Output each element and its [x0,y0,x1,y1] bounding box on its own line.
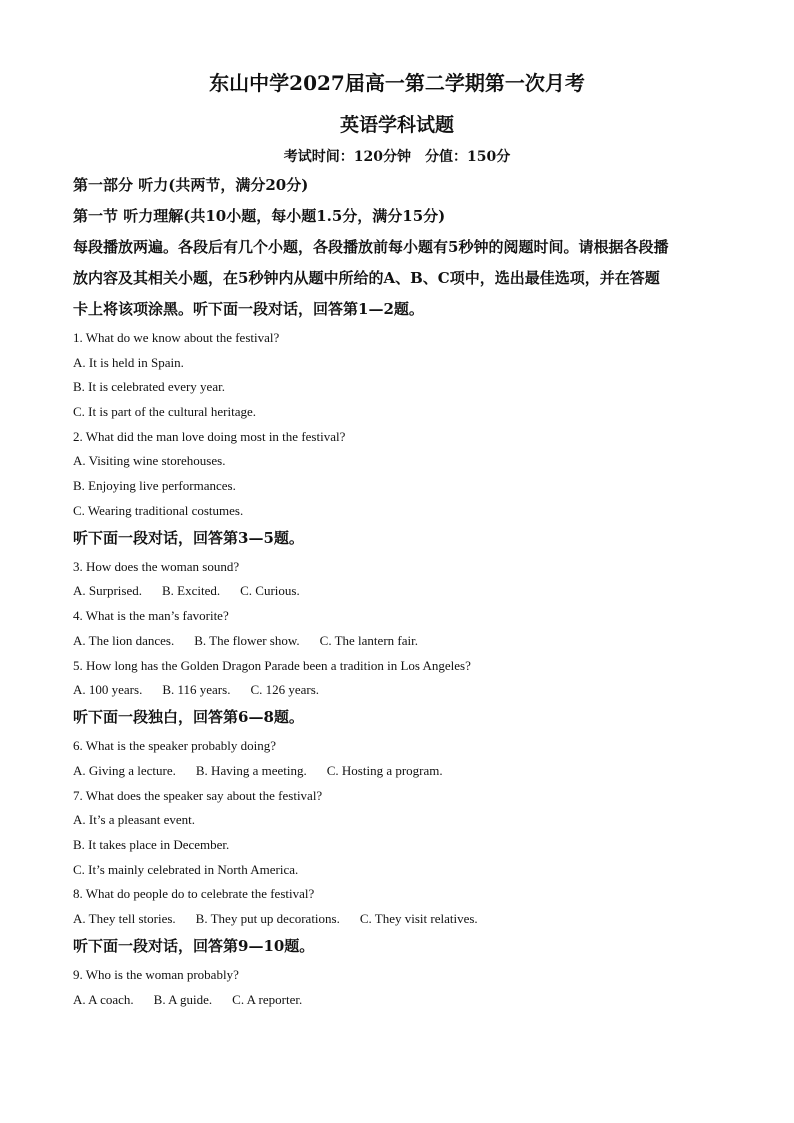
question-3-option-b: B. Excited. [161,583,221,598]
group-3-5-heading: 听下面一段对话，回答第3—5题。 [73,529,304,547]
part1-title: 第一部分 听力(共两节，满分20分) [73,176,309,194]
question-2-option-c: C. Wearing traditional costumes. [73,503,244,518]
question-4-option-a: A. The lion dances. [73,633,175,648]
question-6-options [73,763,443,779]
question-8-option-b: B. They put up decorations. [195,911,340,926]
question-1-option-c: C. It is part of the cultural heritage. [73,404,257,419]
question-8-options [73,911,478,927]
question-1-option-b: B. It is celebrated every year. [73,379,225,394]
question-7-option-c: C. It’s mainly celebrated in North America. [73,862,299,877]
question-4-stem: 4. What is the man’s favorite? [73,608,229,623]
question-9-option-c: C. A reporter. [232,992,303,1007]
question-4-option-c: C. The lantern fair. [319,633,418,648]
question-1-stem: 1. What do we know about the festival? [73,330,280,345]
question-8-option-a: A. They tell stories. [73,911,176,926]
question-8-option-c: C. They visit relatives. [359,911,478,926]
exam-title: 东山中学2027届高一第二学期第一次月考 [209,71,585,95]
question-6-option-b: B. Having a meeting. [195,763,307,778]
question-8-stem: 8. What do people do to celebrate the festival? [73,886,315,901]
question-6-option-c: C. Hosting a program. [326,763,443,778]
question-2-stem: 2. What did the man love doing most in the festival? [73,429,346,444]
instructions-line-3: 卡上将该项涂黑。听下面一段对话，回答第1—2题。 [73,300,424,318]
exam-info: 考试时间：120分钟 分值：150分 [283,149,511,165]
question-2-option-b: B. Enjoying live performances. [73,478,236,493]
question-9-stem: 9. Who is the woman probably? [73,967,239,982]
question-3-stem: 3. How does the woman sound? [73,559,240,574]
question-7-stem: 7. What does the speaker say about the festival? [73,788,323,803]
question-3-option-c: C. Curious. [240,583,300,598]
question-4-options [73,633,418,649]
question-2-option-a: A. Visiting wine storehouses. [73,453,226,468]
question-3-options [73,583,300,599]
question-5-option-b: B. 116 years. [162,682,231,697]
question-5-stem: 5. How long has the Golden Dragon Parade been a tradition in Los Angeles? [73,658,471,673]
question-7-option-b: B. It takes place in December. [73,837,230,852]
question-5-option-a: A. 100 years. [73,682,143,697]
question-6-option-a: A. Giving a lecture. [73,763,176,778]
question-6-stem: 6. What is the speaker probably doing? [73,738,277,753]
question-5-option-c: C. 126 years. [250,682,320,697]
section1-title: 第一节 听力理解(共10小题，每小题1.5分，满分15分) [73,207,446,225]
instructions-line-1: 每段播放两遍。各段后有几个小题，各段播放前每小题有5秒钟的阅题时间。请根据各段播 [73,238,669,256]
question-9-options [73,992,302,1008]
question-9-option-b: B. A guide. [153,992,213,1007]
group-6-8-heading: 听下面一段独白，回答第6—8题。 [73,708,304,726]
exam-subtitle: 英语学科试题 [339,114,454,136]
question-5-options [73,682,319,698]
question-4-option-b: B. The flower show. [194,633,300,648]
question-3-option-a: A. Surprised. [73,583,142,598]
question-1-option-a: A. It is held in Spain. [73,355,184,370]
question-7-option-a: A. It’s a pleasant event. [73,812,196,827]
group-9-10-heading: 听下面一段对话，回答第9—10题。 [73,937,315,955]
question-9-option-a: A. A coach. [73,992,134,1007]
instructions-line-2: 放内容及其相关小题，在5秒钟内从题中所给的A、B、C项中，选出最佳选项，并在答题 [73,269,660,287]
